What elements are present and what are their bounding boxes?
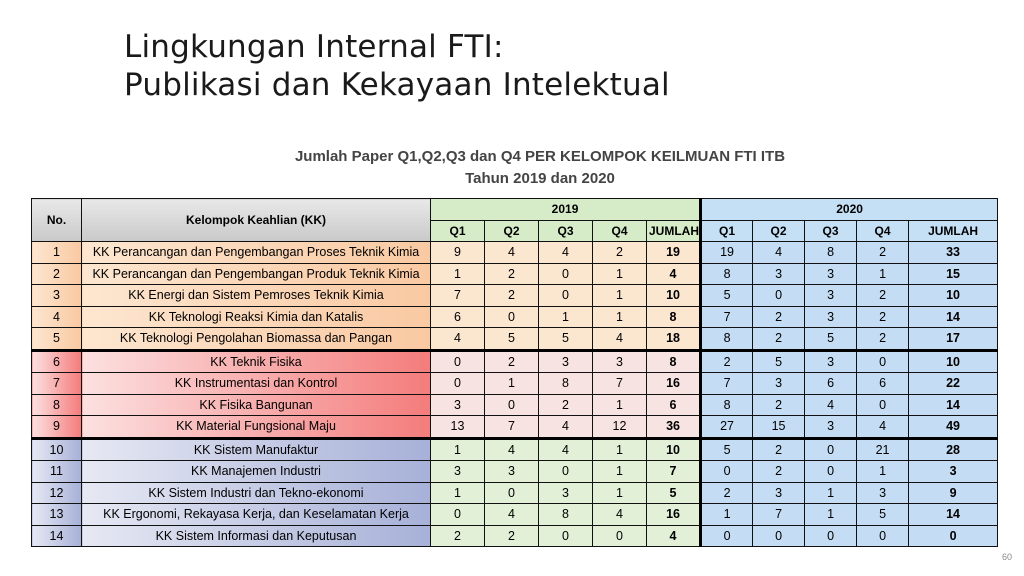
cell-2019-jumlah: 4 (647, 525, 701, 547)
cell-2020-q1: 27 (701, 416, 753, 439)
header-2020-q4: Q4 (857, 220, 909, 242)
cell-2019-q2: 7 (485, 416, 539, 439)
cell-2019-q3: 4 (539, 438, 593, 461)
table-row (32, 438, 998, 461)
cell-2020-jumlah: 15 (909, 263, 998, 285)
cell-2020-q3: 0 (805, 461, 857, 483)
table-row (32, 461, 998, 483)
cell-2019-q2: 4 (485, 242, 539, 264)
cell-2019-q1: 1 (431, 438, 485, 461)
cell-2019-jumlah: 8 (647, 350, 701, 373)
table-caption (200, 146, 880, 190)
cell-2020-q1: 5 (701, 285, 753, 307)
cell-2020-q3: 8 (805, 242, 857, 264)
cell-2019-q2: 1 (485, 373, 539, 395)
cell-2020-q2: 4 (753, 242, 805, 264)
cell-2019-q4: 1 (593, 263, 647, 285)
cell-2020-q4: 2 (857, 306, 909, 328)
cell-2020-q1: 19 (701, 242, 753, 264)
cell-2020-q2: 15 (753, 416, 805, 439)
cell-2019-jumlah: 16 (647, 504, 701, 526)
cell-2019-q1: 0 (431, 350, 485, 373)
cell-2020-q1: 0 (701, 461, 753, 483)
header-2020-jumlah: JUMLAH (909, 220, 998, 242)
kk-name: KK Teknologi Pengolahan Biomassa dan Pangan (82, 328, 431, 351)
cell-2020-q3: 4 (805, 394, 857, 416)
cell-2020-q1: 8 (701, 394, 753, 416)
cell-2019-q1: 0 (431, 504, 485, 526)
header-2019-jumlah: JUMLAH (647, 220, 701, 242)
cell-2020-q4: 1 (857, 263, 909, 285)
row-number: 11 (32, 461, 82, 483)
kk-name: KK Fisika Bangunan (82, 394, 431, 416)
cell-2019-jumlah: 19 (647, 242, 701, 264)
cell-2020-q1: 2 (701, 350, 753, 373)
cell-2019-jumlah: 16 (647, 373, 701, 395)
cell-2019-jumlah: 10 (647, 438, 701, 461)
cell-2019-jumlah: 4 (647, 263, 701, 285)
cell-2020-q3: 3 (805, 350, 857, 373)
cell-2019-q4: 7 (593, 373, 647, 395)
cell-2020-jumlah: 14 (909, 394, 998, 416)
table-row (32, 394, 998, 416)
cell-2019-q2: 2 (485, 263, 539, 285)
table-row (32, 285, 998, 307)
table-row (32, 306, 998, 328)
kk-name: KK Teknologi Reaksi Kimia dan Katalis (82, 306, 431, 328)
cell-2019-jumlah: 36 (647, 416, 701, 439)
cell-2020-q3: 3 (805, 416, 857, 439)
cell-2020-jumlah: 22 (909, 373, 998, 395)
row-number: 1 (32, 242, 82, 264)
cell-2019-q4: 3 (593, 350, 647, 373)
row-number: 5 (32, 328, 82, 351)
cell-2019-q4: 4 (593, 504, 647, 526)
cell-2019-q1: 4 (431, 328, 485, 351)
row-number: 8 (32, 394, 82, 416)
slide-title-line1: Lingkungan Internal FTI: (124, 29, 504, 65)
row-number: 14 (32, 525, 82, 547)
kk-name: KK Instrumentasi dan Kontrol (82, 373, 431, 395)
header-2019-q3: Q3 (539, 220, 593, 242)
cell-2019-q1: 7 (431, 285, 485, 307)
kk-name: KK Sistem Manufaktur (82, 438, 431, 461)
page-number: 60 (1001, 552, 1012, 562)
table-caption-line2: Tahun 2019 dan 2020 (465, 170, 615, 187)
cell-2019-q2: 5 (485, 328, 539, 351)
cell-2019-q4: 1 (593, 482, 647, 504)
cell-2019-q3: 3 (539, 482, 593, 504)
row-number: 3 (32, 285, 82, 307)
cell-2020-q2: 0 (753, 525, 805, 547)
header-2020-q3: Q3 (805, 220, 857, 242)
cell-2019-q1: 3 (431, 394, 485, 416)
table-row (32, 350, 998, 373)
kk-name: KK Perancangan dan Pengembangan Produk Teknik Kimia (82, 263, 431, 285)
cell-2019-q4: 1 (593, 394, 647, 416)
cell-2019-q2: 0 (485, 394, 539, 416)
table-row (32, 525, 998, 547)
cell-2019-q2: 2 (485, 285, 539, 307)
kk-name: KK Energi dan Sistem Pemroses Teknik Kimia (82, 285, 431, 307)
table-body (32, 242, 998, 547)
kk-name: KK Manajemen Industri (82, 461, 431, 483)
header-2019-q2: Q2 (485, 220, 539, 242)
header-2019-q1: Q1 (431, 220, 485, 242)
cell-2020-q3: 3 (805, 306, 857, 328)
table-row (32, 328, 998, 351)
cell-2020-q3: 0 (805, 525, 857, 547)
cell-2020-q3: 3 (805, 285, 857, 307)
cell-2020-jumlah: 9 (909, 482, 998, 504)
cell-2019-jumlah: 18 (647, 328, 701, 351)
cell-2020-q1: 8 (701, 263, 753, 285)
cell-2019-q1: 6 (431, 306, 485, 328)
cell-2019-q4: 2 (593, 242, 647, 264)
cell-2019-q1: 1 (431, 482, 485, 504)
cell-2020-q1: 0 (701, 525, 753, 547)
cell-2020-q4: 2 (857, 285, 909, 307)
row-number: 2 (32, 263, 82, 285)
cell-2019-q1: 9 (431, 242, 485, 264)
cell-2020-jumlah: 14 (909, 306, 998, 328)
cell-2019-jumlah: 7 (647, 461, 701, 483)
cell-2020-q1: 5 (701, 438, 753, 461)
row-number: 4 (32, 306, 82, 328)
cell-2020-jumlah: 14 (909, 504, 998, 526)
header-2020-q2: Q2 (753, 220, 805, 242)
cell-2020-q3: 6 (805, 373, 857, 395)
cell-2019-q2: 4 (485, 438, 539, 461)
cell-2020-q3: 5 (805, 328, 857, 351)
cell-2019-q4: 1 (593, 306, 647, 328)
cell-2020-q3: 3 (805, 263, 857, 285)
cell-2019-q3: 0 (539, 461, 593, 483)
header-year-2019: 2019 (431, 199, 701, 221)
cell-2020-q4: 5 (857, 504, 909, 526)
cell-2019-q2: 2 (485, 525, 539, 547)
header-no: No. (32, 199, 82, 242)
cell-2019-q3: 4 (539, 416, 593, 439)
cell-2020-jumlah: 49 (909, 416, 998, 439)
cell-2019-q4: 0 (593, 525, 647, 547)
row-number: 10 (32, 438, 82, 461)
cell-2020-q4: 0 (857, 525, 909, 547)
cell-2019-q4: 1 (593, 285, 647, 307)
table-row (32, 416, 998, 439)
cell-2020-q4: 4 (857, 416, 909, 439)
row-number: 7 (32, 373, 82, 395)
kk-name: KK Material Fungsional Maju (82, 416, 431, 439)
cell-2019-q1: 2 (431, 525, 485, 547)
cell-2020-q4: 6 (857, 373, 909, 395)
cell-2020-q2: 2 (753, 306, 805, 328)
cell-2020-q4: 1 (857, 461, 909, 483)
cell-2020-q4: 0 (857, 394, 909, 416)
cell-2019-q4: 1 (593, 438, 647, 461)
row-number: 6 (32, 350, 82, 373)
cell-2020-q2: 2 (753, 461, 805, 483)
kk-name: KK Sistem Industri dan Tekno-ekonomi (82, 482, 431, 504)
header-kk: Kelompok Keahlian (KK) (82, 199, 431, 242)
cell-2020-q2: 2 (753, 394, 805, 416)
cell-2020-q2: 3 (753, 263, 805, 285)
cell-2020-q2: 7 (753, 504, 805, 526)
cell-2020-q2: 2 (753, 438, 805, 461)
cell-2019-q3: 0 (539, 525, 593, 547)
cell-2019-q3: 4 (539, 242, 593, 264)
slide-title (124, 28, 670, 104)
paper-count-table (31, 198, 998, 547)
kk-name: KK Perancangan dan Pengembangan Proses Teknik Kimia (82, 242, 431, 264)
kk-name: KK Sistem Informasi dan Keputusan (82, 525, 431, 547)
cell-2019-q3: 2 (539, 394, 593, 416)
cell-2019-q4: 12 (593, 416, 647, 439)
cell-2020-q2: 0 (753, 285, 805, 307)
cell-2019-q3: 3 (539, 350, 593, 373)
cell-2020-q2: 3 (753, 373, 805, 395)
kk-name: KK Teknik Fisika (82, 350, 431, 373)
cell-2019-q2: 4 (485, 504, 539, 526)
cell-2020-q4: 0 (857, 350, 909, 373)
cell-2019-q1: 0 (431, 373, 485, 395)
table-row (32, 242, 998, 264)
cell-2020-jumlah: 17 (909, 328, 998, 351)
cell-2020-q3: 1 (805, 482, 857, 504)
cell-2020-q1: 7 (701, 306, 753, 328)
kk-name: KK Ergonomi, Rekayasa Kerja, dan Keselamatan Kerja (82, 504, 431, 526)
cell-2019-jumlah: 6 (647, 394, 701, 416)
row-number: 13 (32, 504, 82, 526)
cell-2019-jumlah: 5 (647, 482, 701, 504)
cell-2019-q3: 0 (539, 263, 593, 285)
cell-2019-q2: 3 (485, 461, 539, 483)
cell-2020-q4: 2 (857, 328, 909, 351)
cell-2020-jumlah: 10 (909, 285, 998, 307)
cell-2020-q4: 21 (857, 438, 909, 461)
cell-2020-jumlah: 10 (909, 350, 998, 373)
cell-2019-q3: 8 (539, 504, 593, 526)
header-year-2020: 2020 (701, 199, 998, 221)
cell-2019-q3: 0 (539, 285, 593, 307)
cell-2020-jumlah: 28 (909, 438, 998, 461)
cell-2020-q1: 1 (701, 504, 753, 526)
cell-2019-q2: 0 (485, 482, 539, 504)
cell-2019-q3: 5 (539, 328, 593, 351)
cell-2019-q1: 1 (431, 263, 485, 285)
cell-2019-q2: 2 (485, 350, 539, 373)
cell-2020-q1: 2 (701, 482, 753, 504)
cell-2020-q3: 0 (805, 438, 857, 461)
header-2019-q4: Q4 (593, 220, 647, 242)
table-row (32, 482, 998, 504)
cell-2020-q2: 3 (753, 482, 805, 504)
cell-2019-q3: 1 (539, 306, 593, 328)
row-number: 12 (32, 482, 82, 504)
table-row (32, 263, 998, 285)
cell-2019-q2: 0 (485, 306, 539, 328)
cell-2020-q1: 8 (701, 328, 753, 351)
cell-2020-q3: 1 (805, 504, 857, 526)
table-caption-line1: Jumlah Paper Q1,Q2,Q3 dan Q4 PER KELOMPOK KEILMUAN FTI ITB (294, 148, 786, 165)
cell-2020-q2: 5 (753, 350, 805, 373)
cell-2019-jumlah: 8 (647, 306, 701, 328)
cell-2019-q4: 1 (593, 461, 647, 483)
cell-2020-jumlah: 33 (909, 242, 998, 264)
cell-2019-q4: 4 (593, 328, 647, 351)
cell-2020-q4: 3 (857, 482, 909, 504)
cell-2019-q3: 8 (539, 373, 593, 395)
cell-2019-jumlah: 10 (647, 285, 701, 307)
cell-2020-jumlah: 0 (909, 525, 998, 547)
table-row (32, 373, 998, 395)
cell-2020-jumlah: 3 (909, 461, 998, 483)
cell-2019-q1: 3 (431, 461, 485, 483)
cell-2019-q1: 13 (431, 416, 485, 439)
row-number: 9 (32, 416, 82, 439)
header-2020-q1: Q1 (701, 220, 753, 242)
table-row (32, 504, 998, 526)
cell-2020-q1: 7 (701, 373, 753, 395)
cell-2020-q4: 2 (857, 242, 909, 264)
slide-title-line2: Publikasi dan Kekayaan Intelektual (124, 67, 670, 103)
cell-2020-q2: 2 (753, 328, 805, 351)
